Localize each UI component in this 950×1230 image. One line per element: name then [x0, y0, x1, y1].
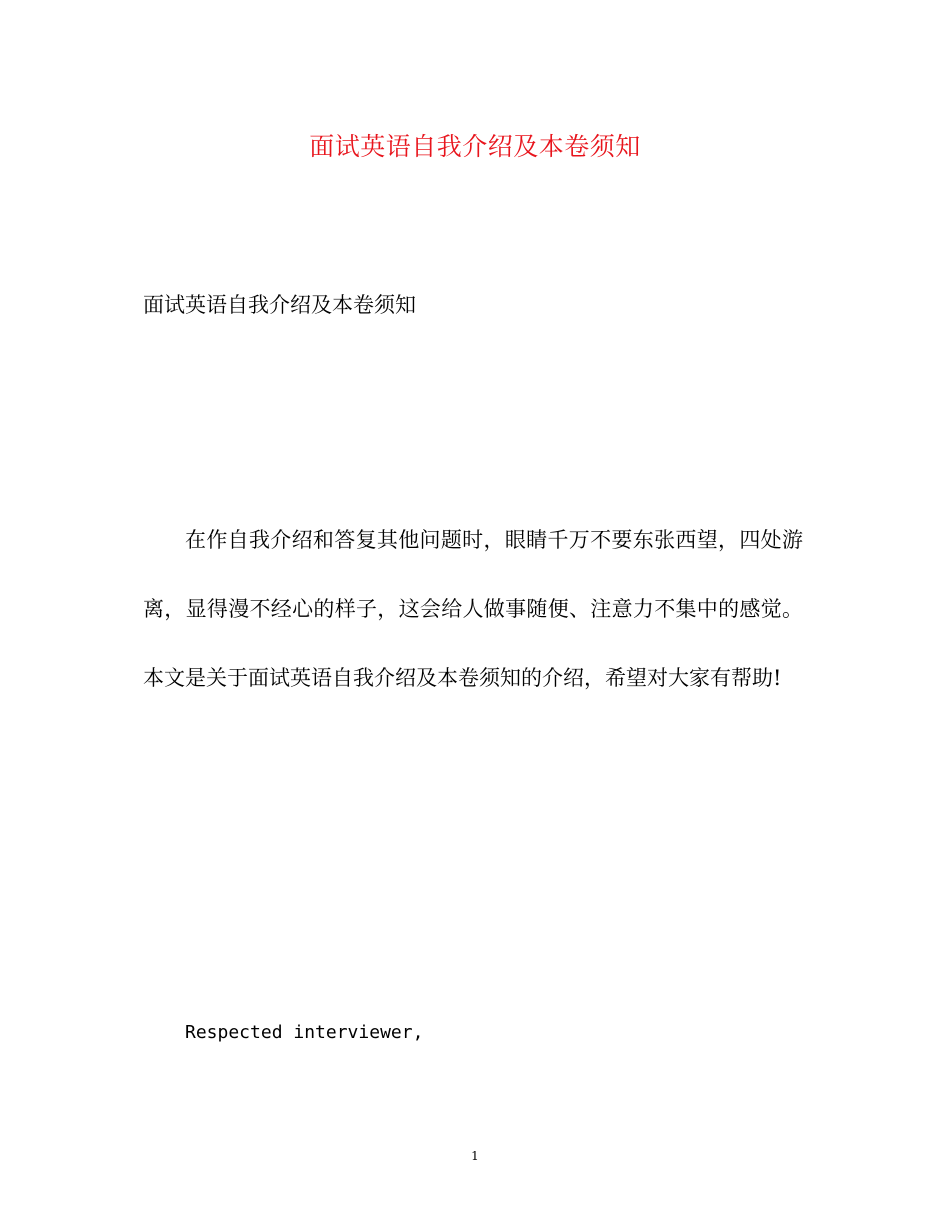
intro-paragraph: 在作自我介绍和答复其他问题时，眼睛千万不要东张西望，四处游离，显得漫不经心的样子，这会给人做事随便、注意力不集中的感觉。本文是关于面试英语自我介绍及本卷须知的介绍，希望对大家有帮助! [143, 528, 803, 690]
document-subtitle: 面试英语自我介绍及本卷须知 [143, 293, 416, 317]
page-number: 1 [471, 1149, 479, 1163]
letter-greeting: Respected interviewer, [185, 1022, 424, 1043]
document-title: 面试英语自我介绍及本卷须知 [309, 132, 641, 161]
